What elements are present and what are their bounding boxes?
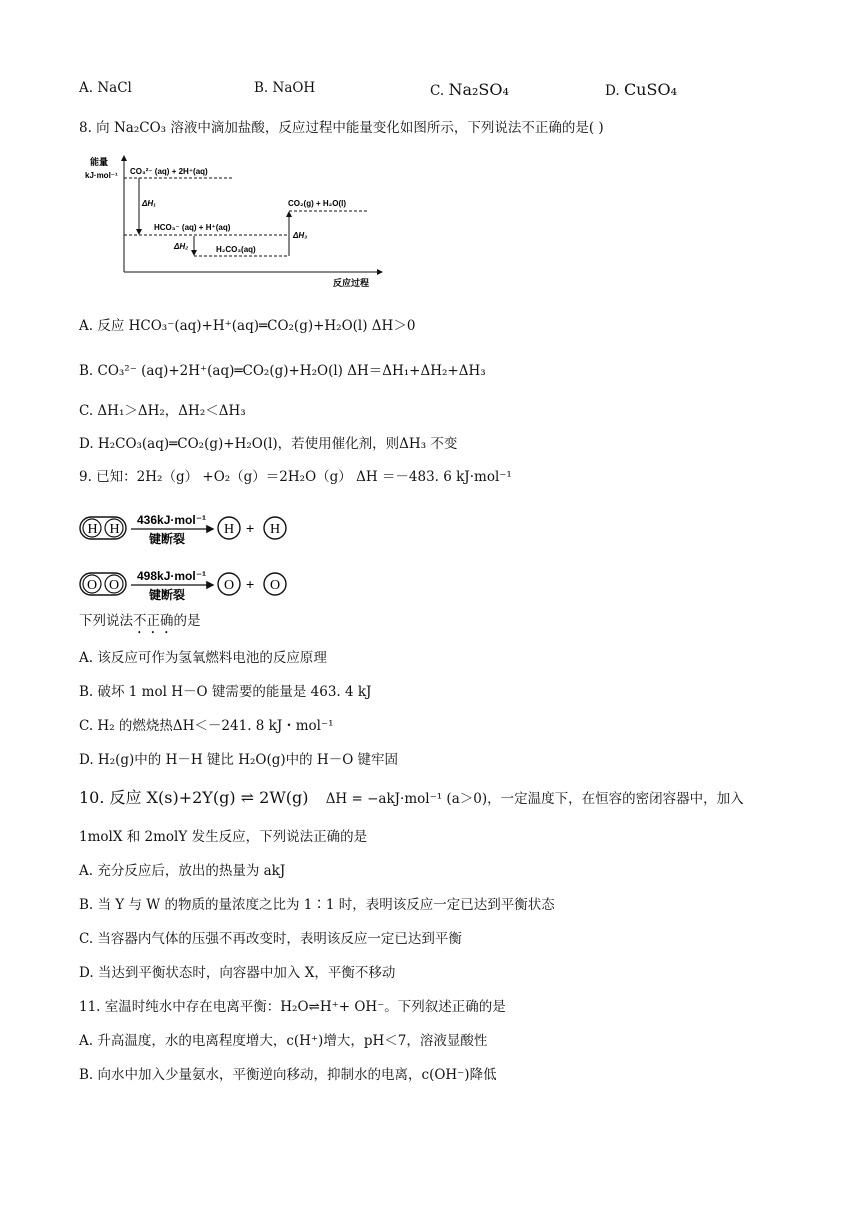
q7-option-c-formula: Na₂SO₄ (448, 80, 509, 99)
bond1-energy: 436kJ·mol⁻¹ (137, 513, 207, 527)
dh3-label: ΔH₃ (293, 231, 308, 240)
q8-option-a: A. 反应 HCO₃⁻(aq)+H⁺(aq)═CO₂(g)+H₂O(l) ΔH＞0 (79, 318, 416, 334)
q10-option-a: A. 充分反应后，放出的热量为 akJ (79, 863, 286, 879)
q8-option-c: C. ΔH₁＞ΔH₂，ΔH₂＜ΔH₃ (79, 403, 246, 419)
dh2-label: ΔH₂ (174, 242, 189, 251)
q10-option-c: C. 当容器内气体的压强不再改变时，表明该反应一定已达到平衡 (79, 931, 462, 947)
svg-text:H: H (87, 522, 98, 537)
svg-text:H: H (109, 522, 120, 537)
bond1-label: 键断裂 (149, 532, 186, 546)
x-axis-label: 反应过程 (333, 278, 370, 288)
q11-stem: 11. 室温时纯水中存在电离平衡：H₂O⇌H⁺+ OH⁻。下列叙述正确的是 (79, 999, 506, 1015)
q7-option-d (605, 80, 677, 99)
svg-text:O: O (224, 578, 235, 593)
q11-option-b: B. 向水中加入少量氨水，平衡逆向移动，抑制水的电离，c(OH⁻)降低 (79, 1067, 497, 1083)
q8-option-b: B. CO₃²⁻ (aq)+2H⁺(aq)═CO₂(g)+H₂O(l) ΔH＝ΔH₁+ΔH₂+ΔH₃ (79, 363, 486, 379)
level-co3-label: CO₃²⁻ (aq) + 2H⁺(aq) (130, 167, 208, 176)
q7-option-d-label: D. (605, 83, 624, 99)
level-co2-label: CO₂(g) + H₂O(l) (288, 199, 346, 208)
level-hco3-label: HCO₃⁻ (aq) + H⁺(aq) (154, 223, 231, 232)
q8-stem: 8. 向 Na₂CO₃ 溶液中滴加盐酸，反应过程中能量变化如图所示，下列说法不正确的是( ) (79, 120, 604, 136)
bond-o-o-diagram (79, 565, 299, 605)
dh1-label: ΔH₁ (142, 199, 156, 208)
q9-option-c: C. H₂ 的燃烧热ΔH＜－241. 8 kJ・mol⁻¹ (79, 718, 334, 734)
level-h2co3-label: H₂CO₃(aq) (216, 245, 256, 254)
y-axis-label: 能量 (90, 157, 109, 167)
q11-option-a: A. 升高温度，水的电离程度增大，c(H⁺)增大，pH＜7，溶液显酸性 (79, 1033, 488, 1049)
svg-text:H: H (224, 522, 235, 537)
q9-option-d: D. H₂(g)中的 H－H 键比 H₂O(g)中的 H－O 键牢固 (79, 752, 399, 768)
svg-text:+: + (246, 520, 255, 536)
bond-h-h-diagram (79, 509, 299, 549)
q7-option-c (430, 80, 509, 99)
emphasis-text: 不正确 (133, 613, 174, 629)
y-axis-unit: kJ·mol⁻¹ (85, 171, 118, 180)
svg-text:H: H (270, 522, 281, 537)
q7-option-d-formula: CuSO₄ (623, 80, 677, 99)
energy-diagram (84, 154, 384, 294)
svg-text:O: O (270, 578, 281, 593)
q10-stem: 10. 反应 X(s)+2Y(g) ⇌ 2W(g) ΔH = −akJ·mol⁻¹ (a＞0)，一定温度下，在恒容的密闭容器中，加入 (79, 788, 744, 807)
q9-option-b: B. 破坏 1 mol H－O 键需要的能量是 463. 4 kJ (79, 684, 372, 700)
q9-stem: 9. 已知：2H₂（g） +O₂（g）＝2H₂O（g） ΔH ＝－483. 6 kJ·mol⁻¹ (79, 469, 512, 485)
q9-prompt: 下列说法不正确的是 (79, 613, 201, 629)
q10-option-b: B. 当 Y 与 W 的物质的量浓度之比为 1∶1 时，表明该反应一定已达到平衡状态 (79, 897, 555, 913)
svg-text:O: O (109, 578, 120, 593)
q7-option-b: B. NaOH (254, 80, 316, 96)
q7-option-c-label: C. (430, 83, 449, 99)
svg-text:+: + (246, 576, 255, 592)
q10-option-d: D. 当达到平衡状态时，向容器中加入 X，平衡不移动 (79, 965, 396, 981)
bond2-energy: 498kJ·mol⁻¹ (137, 569, 207, 583)
bond2-label: 键断裂 (149, 588, 186, 602)
q9-option-a: A. 该反应可作为氢氧燃料电池的反应原理 (79, 650, 327, 666)
svg-text:O: O (87, 578, 98, 593)
q8-option-d: D. H₂CO₃(aq)═CO₂(g)+H₂O(l)，若使用催化剂，则ΔH₃ 不变 (79, 436, 458, 452)
q7-option-a: A. NaCl (79, 80, 132, 96)
q10-stem-cont: 1molX 和 2molY 发生反应，下列说法正确的是 (79, 829, 368, 845)
